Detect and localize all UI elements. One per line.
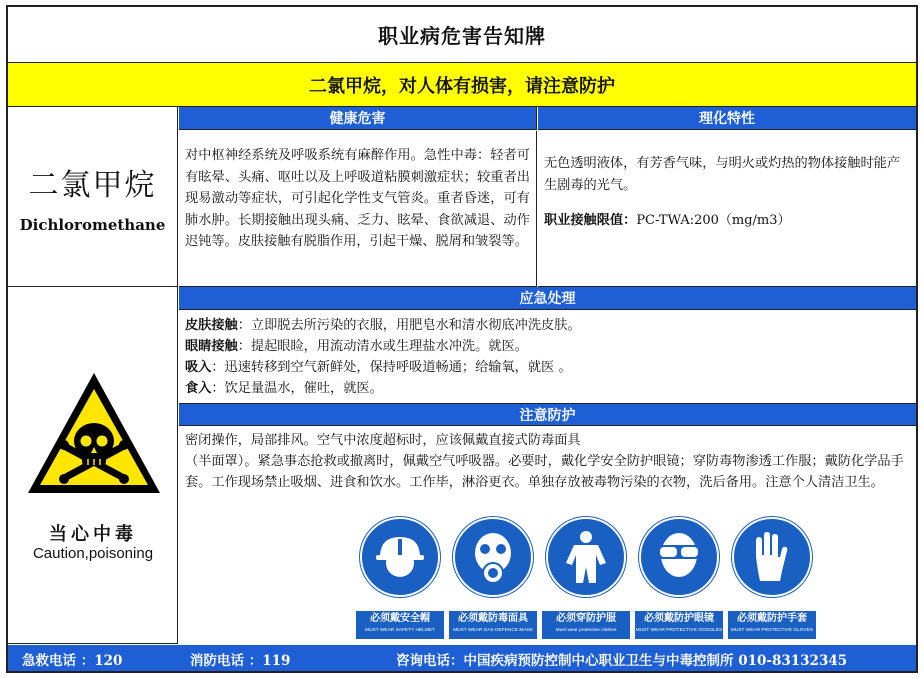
board-title-row: [8, 7, 916, 63]
warning-sign-label-en: Caution,poisoning: [32, 545, 154, 562]
ppe-sign-helmet: [356, 517, 444, 639]
protection-heading: 注意防护: [179, 403, 916, 426]
first-aid-phone: 急救电话 ：120: [22, 653, 123, 669]
ppe-sign-gloves: [728, 517, 816, 639]
health-hazard-text: 对中枢神经系统及呼吸系统有麻醉作用。急性中毒：轻者可有眩晕、头痛、呕吐以及上呼吸道粘膜刺激症状；较重者出现易激动等症状，可引起化学性支气管炎。重者昏迷，可有肺水肿。长期接触出现头痛、乏力、眩晕、食欲减退、动作迟钝等。皮肤接触有脱脂作用，引起干燥、脱屑和皱裂等。: [179, 131, 537, 287]
ppe-label-goggles: 必须戴防护眼镜 MUST WEAR PROTECTIVE GOGGLES: [635, 611, 723, 639]
protective-goggles-icon: [639, 517, 719, 597]
ppe-sign-gas-mask: [449, 517, 537, 639]
emergency-item-ingestion: 食入：饮足量温水，催吐，就医。: [185, 381, 383, 396]
protection-text: [179, 427, 916, 527]
warning-banner-text: 二氯甲烷，对人体有损害，请注意防护: [309, 75, 615, 97]
ppe-label-clothing: 必须穿防护服 Must wear protective clothes: [542, 611, 630, 639]
exposure-limit: [544, 210, 910, 232]
skull-crossbones-warning-icon: [24, 369, 164, 499]
emergency-item-eye: 眼睛接触：提起眼睑，用流动清水或生理盐水冲洗。就医。: [185, 339, 528, 354]
warning-sign-cell: [8, 287, 178, 644]
emergency-item-inhalation: 吸入：迅速转移到空气新鲜处，保持呼吸道畅通；给输氧，就医 。: [185, 360, 572, 375]
contact-footer: [8, 645, 916, 671]
protective-gloves-icon: [732, 517, 812, 597]
hazard-notice-board: [6, 5, 918, 673]
ppe-label-helmet: 必须戴安全帽 MUST WEAR SAFETY HELMET: [356, 611, 444, 639]
substance-name-en: Dichloromethane: [19, 215, 166, 234]
protective-clothing-icon: [546, 517, 626, 597]
physical-properties-body: [538, 131, 916, 287]
emergency-heading: 应急处理: [179, 287, 916, 310]
safety-helmet-icon: [360, 517, 440, 597]
substance-name-cn: 二氯甲烷: [28, 167, 157, 203]
gas-mask-icon: [453, 517, 533, 597]
warning-sign-label-cn: 当心中毒: [49, 524, 137, 545]
exposure-limit-label: 职业接触限值：: [544, 213, 637, 228]
ppe-label-gloves: 必须戴防护手套 MUST WEAR PROTECTIVE GLOVES: [728, 611, 816, 639]
exposure-limit-value: PC-TWA:200（mg/m3）: [636, 213, 791, 228]
fire-phone: 消防电话 ：119: [190, 653, 291, 669]
ppe-sign-row: [356, 517, 816, 639]
physical-properties-heading: 理化特性: [538, 107, 916, 130]
protection-line-2: （半面罩）。紧急事态抢救或撤离时，佩戴空气呼吸器。必要时，戴化学安全防护眼镜；穿防毒物渗透工作服；戴防化学品手套。工作现场禁止吸烟、进食和饮水。工作毕，淋浴更衣。单独存放被毒物污染的衣物，洗后备用。注意个人清洁卫生。: [185, 454, 904, 490]
consult-phone: 咨询电话：中国疾病预防控制中心职业卫生与中毒控制所 010-83132345: [396, 653, 848, 669]
substance-name-cell: [8, 107, 178, 287]
physical-properties-text: 无色透明液体，有芳香气味，与明火或灼热的物体接触时能产生剧毒的光气。: [544, 156, 901, 193]
board-title: 职业病危害告知牌: [378, 24, 546, 48]
emergency-list: [179, 311, 916, 403]
health-hazard-heading: 健康危害: [179, 107, 537, 130]
protection-line-1: 密闭操作，局部排风。空气中浓度超标时，应该佩戴直接式防毒面具: [185, 433, 581, 448]
warning-banner: [8, 63, 916, 107]
ppe-sign-clothing: [542, 517, 630, 639]
ppe-sign-goggles: [635, 517, 723, 639]
ppe-label-gas-mask: 必须戴防毒面具 MUST WEAR GAS DEFENCE MASK: [449, 611, 537, 639]
emergency-item-skin: 皮肤接触：立即脱去所污染的衣服，用肥皂水和清水彻底冲洗皮肤。: [185, 318, 581, 333]
